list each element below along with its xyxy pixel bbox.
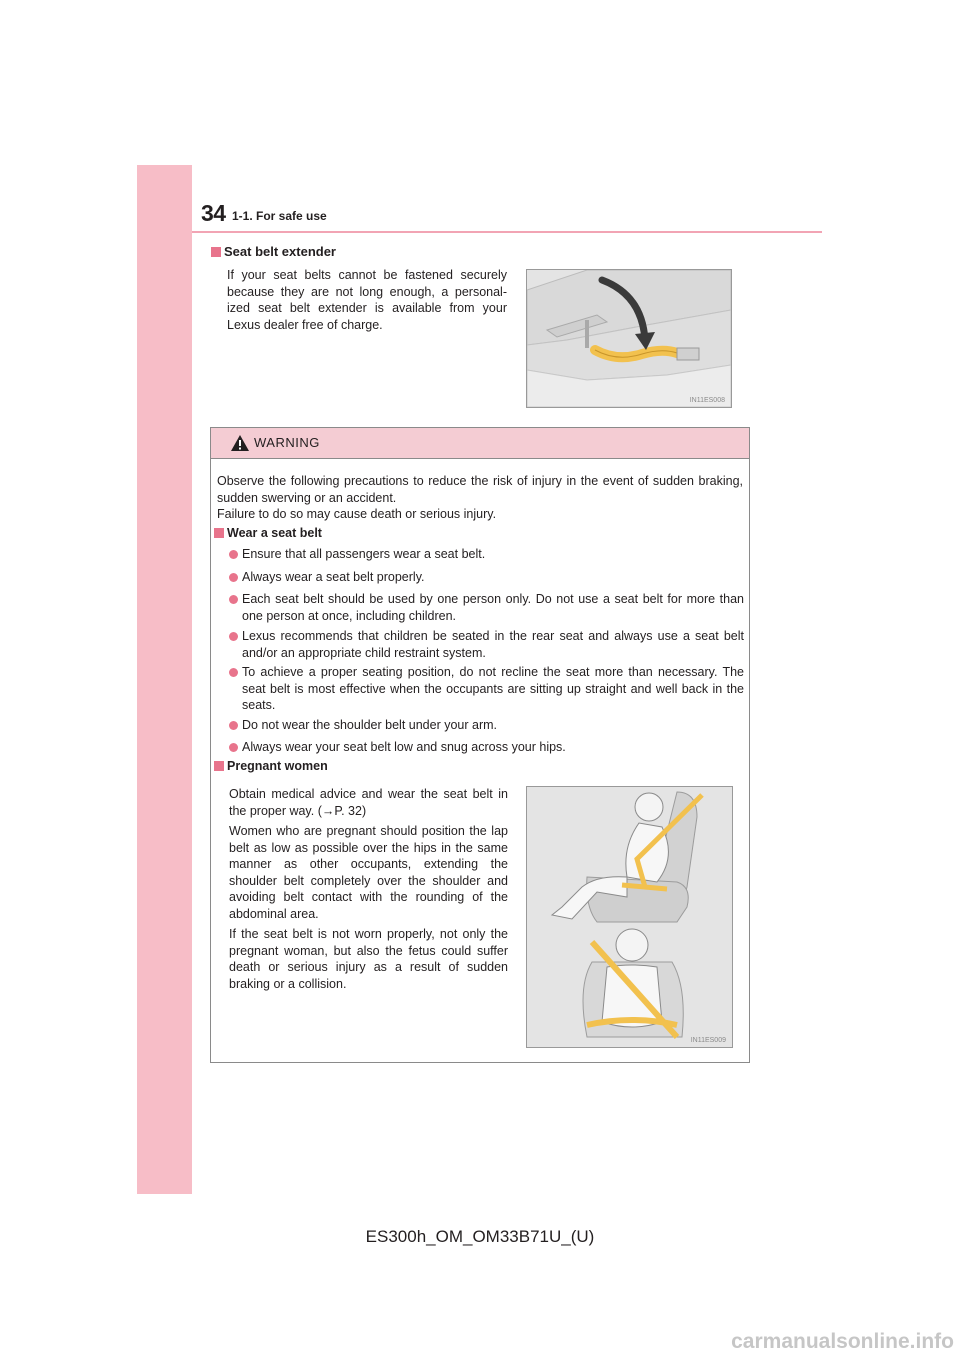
chapter-side-band <box>137 165 192 1194</box>
bullet-dot-icon <box>229 721 238 730</box>
pregnant-women-heading <box>214 759 328 773</box>
warning-bullet <box>229 546 744 563</box>
extender-text: If your seat belts cannot be fastened securely because they are not long enough, a personal-ized seat belt extender is available from your Lexus dealer free of charge. <box>227 268 507 332</box>
extender-heading <box>211 244 336 259</box>
wear-seat-belt-heading <box>214 526 322 540</box>
header-rule <box>192 231 822 233</box>
warning-bullet <box>229 628 744 661</box>
bullet-text: Lexus recommends that children be seated in the rear seat and always use a seat belt and/or an appropriate child restraint system. <box>242 629 744 660</box>
pregnant-paragraph: Women who are pregnant should position the lap belt as low as possible over the hips in the same manner as other occupants, extending the shoulder belt completely over the shoulder and avoiding belt contact with the rounding of the abdominal area. <box>229 824 508 921</box>
warning-bullet <box>229 717 744 734</box>
bullet-text: To achieve a proper seating position, do not recline the seat more than necessary. The seat belt is most effective when the occupants are sitting up straight and well back in the seats. <box>242 665 744 712</box>
bullet-dot-icon <box>229 550 238 559</box>
extender-heading-label: Seat belt extender <box>224 244 336 259</box>
pregnant-paragraph: Obtain medical advice and wear the seat belt in the proper way. (→P. 32) <box>229 787 508 818</box>
document-code: ES300h_OM_OM33B71U_(U) <box>365 1227 595 1246</box>
warning-bullet <box>229 569 744 586</box>
square-bullet-icon <box>214 761 224 771</box>
warning-intro-line: Failure to do so may cause death or serious injury. <box>217 507 497 521</box>
bullet-text: Always wear a seat belt properly. <box>242 570 425 584</box>
pregnant-paragraph: If the seat belt is not worn properly, not only the pregnant woman, but also the fetus could suffer death or serious injury as a result of sudden braking or a collision. <box>229 927 508 991</box>
bullet-dot-icon <box>229 595 238 604</box>
wear-seat-belt-label: Wear a seat belt <box>227 526 322 540</box>
section-title: 1-1. For safe use <box>232 209 327 223</box>
extender-illustration <box>527 270 731 407</box>
pregnant-seat-belt-figure <box>526 786 733 1048</box>
bullet-dot-icon <box>229 668 238 677</box>
warning-header <box>211 428 749 459</box>
page-number: 34 <box>201 200 226 226</box>
figure-code: IN11ES009 <box>690 1037 726 1044</box>
bullet-text: Each seat belt should be used by one person only. Do not use a seat belt for more than one person at once, including children. <box>242 592 744 623</box>
bullet-dot-icon <box>229 632 238 641</box>
warning-bullet <box>229 664 744 714</box>
square-bullet-icon <box>211 247 221 257</box>
warning-box <box>210 427 750 1063</box>
bullet-text: Do not wear the shoulder belt under your arm. <box>242 718 497 732</box>
warning-title: WARNING <box>254 435 320 450</box>
pregnant-women-label: Pregnant women <box>227 759 328 773</box>
square-bullet-icon <box>214 528 224 538</box>
pregnant-illustration <box>527 787 732 1047</box>
bullet-text: Ensure that all passengers wear a seat belt. <box>242 547 486 561</box>
seat-belt-extender-figure <box>526 269 732 408</box>
warning-triangle-icon <box>231 435 249 451</box>
figure-code: IN11ES008 <box>689 397 725 404</box>
bullet-dot-icon <box>229 743 238 752</box>
warning-bullet <box>229 591 744 624</box>
watermark-logo: carmanualsonline.info <box>731 1330 954 1353</box>
bullet-text: Always wear your seat belt low and snug across your hips. <box>242 740 566 754</box>
bullet-dot-icon <box>229 573 238 582</box>
warning-bullet <box>229 739 744 756</box>
warning-intro-line: Observe the following precautions to reduce the risk of injury in the event of sudden braking, sudden swerving or an accident. <box>217 474 743 505</box>
warning-intro <box>217 473 743 523</box>
